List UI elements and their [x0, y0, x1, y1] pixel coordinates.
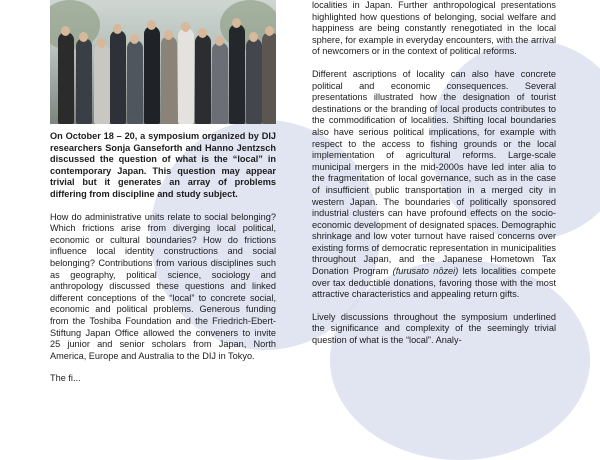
photo-person — [110, 30, 126, 124]
lead-paragraph: On October 18 – 20, a symposium organized by DIJ researchers Sonja Ganseforth and Hanno Jentzsch discussed the question of what is the “local” in contemporary Japan. This question may appear trivial but it generates an array of problems differing from discipline and study subject. — [50, 131, 276, 199]
body-paragraph: Lively discussions throughout the symposium underlined the significance and complexity of the seemingly trivial question of what is the “local”. Analy- — [312, 311, 556, 346]
body-paragraph-cutoff: The fi... — [50, 373, 81, 384]
photo-head — [232, 18, 241, 28]
photo-head — [130, 34, 139, 44]
left-column — [50, 0, 276, 396]
photo-person — [161, 36, 177, 124]
photo-person — [94, 44, 110, 124]
photo-person — [229, 24, 245, 124]
photo-person — [76, 38, 92, 124]
photo-head — [97, 38, 106, 48]
photo-person — [246, 38, 262, 124]
photo-head — [61, 26, 70, 36]
paragraph-text: lets localities compete over tax deductible donations, favoring those with the most attractive characteristics and appealing return gifts. — [312, 266, 556, 300]
photo-person — [127, 40, 143, 124]
photo-person — [58, 32, 74, 124]
photo-person — [262, 32, 276, 124]
photo-head — [147, 20, 156, 30]
right-column — [312, 0, 556, 358]
photo-head — [198, 28, 207, 38]
photo-head — [249, 32, 258, 42]
japanese-term: (furusato nōzei) — [392, 266, 459, 277]
photo-head — [113, 24, 122, 34]
body-paragraph — [312, 69, 556, 301]
photo-head — [79, 32, 88, 42]
photo-head — [265, 26, 274, 36]
paragraph-text: Different ascriptions of locality can also have concrete political and economic consequences. Several presentations illustrated how the designation of tourist destinations or the branding of local products contributes to the commodification of localities. Shifting local boundaries also have serious political implications, for example with respect to the access to fishing grounds or the local implementation of agricultural reforms. Large-scale municipal mergers in the mid-2000s have led inter alia to the fragmentation of local governance, such as in the case of insufficient public transportation in a merged city in western Japan. The boundaries of politically sponsored industrial clusters can have profound effects on the socio-economic development of designated spaces. Demographic shrinkage and low voter turnout have raised concerns over existing forms of democratic representation in municipalities throughout Japan, and the Japanese Hometown Tax Donation Program — [312, 68, 556, 277]
body-paragraph: How do administrative units relate to social belonging? Which frictions arise from diverging local political, economic or cultural boundaries? How do frictions influence local identity constructions and social belonging? Contributions from various disciplines such as geography, political science, sociology and anthropology discussed these questions and linked different conceptions of the “local” to concrete social, economic and political problems. Generous funding from the Toshiba Foundation and the Friedrich-Ebert-Stiftung Japan Office allowed the conveners to invite 25 junior and senior scholars from Japan, North America, Europe and Australia to the DIJ in Tokyo. — [50, 211, 276, 361]
photo-head — [164, 30, 173, 40]
photo-person — [144, 26, 160, 124]
photo-person — [195, 34, 211, 124]
photo-head — [181, 22, 190, 32]
photo-head — [215, 36, 224, 46]
body-paragraph: localities in Japan. Further anthropological presentations highlighted how questions of belonging, social welfare and happiness are being constantly renegotiated in the local sphere, for example in everyday encounters, with the arrival of newcomers or in the context of political reforms. — [312, 0, 556, 57]
photo-person — [212, 42, 228, 124]
group-photo — [50, 0, 276, 124]
photo-person — [178, 28, 194, 124]
